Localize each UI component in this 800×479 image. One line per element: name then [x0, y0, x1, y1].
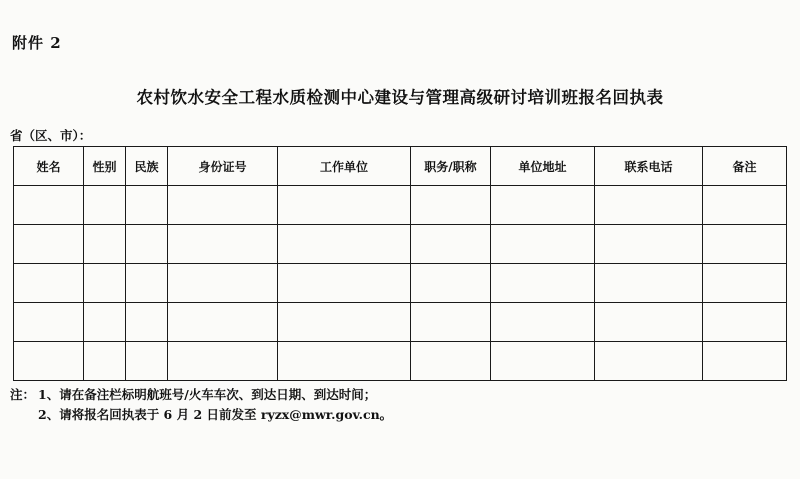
header-remarks: 备注	[703, 147, 787, 186]
table-cell[interactable]	[84, 264, 126, 303]
table-row	[14, 225, 787, 264]
note-item-1	[10, 385, 392, 405]
table-cell[interactable]	[595, 225, 703, 264]
table-cell[interactable]	[14, 186, 84, 225]
header-unit-address: 单位地址	[491, 147, 595, 186]
table-cell[interactable]	[278, 303, 411, 342]
table-cell[interactable]	[411, 303, 491, 342]
table-cell[interactable]	[168, 225, 278, 264]
table-cell[interactable]	[491, 264, 595, 303]
registration-table	[13, 146, 787, 381]
header-id-number: 身份证号	[168, 147, 278, 186]
table-row	[14, 264, 787, 303]
province-label: 省（区、市）：	[10, 128, 92, 143]
table-row	[14, 186, 787, 225]
table-cell[interactable]	[168, 303, 278, 342]
header-ethnicity: 民族	[126, 147, 168, 186]
table-cell[interactable]	[703, 264, 787, 303]
table-cell[interactable]	[168, 342, 278, 381]
table-cell[interactable]	[278, 225, 411, 264]
table-cell[interactable]	[126, 264, 168, 303]
header-work-unit: 工作单位	[278, 147, 411, 186]
header-gender: 性别	[84, 147, 126, 186]
table-cell[interactable]	[278, 342, 411, 381]
table-cell[interactable]	[703, 342, 787, 381]
table-cell[interactable]	[411, 225, 491, 264]
notes-section	[10, 385, 392, 425]
table-cell[interactable]	[126, 225, 168, 264]
table-cell[interactable]	[126, 303, 168, 342]
table-cell[interactable]	[278, 264, 411, 303]
note-text-2: 2、请将报名回执表于 6 月 2 日前发至 ryzx@mwr.gov.cn。	[38, 407, 393, 422]
header-name: 姓名	[14, 147, 84, 186]
table-cell[interactable]	[491, 225, 595, 264]
table-row	[14, 342, 787, 381]
table-cell[interactable]	[126, 342, 168, 381]
table-cell[interactable]	[168, 186, 278, 225]
table-cell[interactable]	[411, 186, 491, 225]
table-cell[interactable]	[595, 342, 703, 381]
note-item-2	[10, 405, 392, 425]
table-row	[14, 303, 787, 342]
table-cell[interactable]	[168, 264, 278, 303]
table-cell[interactable]	[491, 342, 595, 381]
header-phone: 联系电话	[595, 147, 703, 186]
attachment-label: 附件 2	[12, 34, 62, 52]
table-cell[interactable]	[14, 303, 84, 342]
table-cell[interactable]	[703, 186, 787, 225]
table-cell[interactable]	[595, 186, 703, 225]
table-cell[interactable]	[14, 264, 84, 303]
table-cell[interactable]	[491, 186, 595, 225]
table-cell[interactable]	[14, 225, 84, 264]
table-cell[interactable]	[491, 303, 595, 342]
table-cell[interactable]	[411, 342, 491, 381]
notes-prefix: 注：	[10, 387, 36, 402]
table-cell[interactable]	[14, 342, 84, 381]
table-header-row	[14, 147, 787, 186]
table-cell[interactable]	[126, 186, 168, 225]
note-text-1: 1、请在备注栏标明航班号/火车车次、到达日期、到达时间；	[38, 387, 377, 402]
table-cell[interactable]	[703, 303, 787, 342]
table-body	[14, 186, 787, 381]
table-cell[interactable]	[84, 303, 126, 342]
table-cell[interactable]	[84, 225, 126, 264]
table-cell[interactable]	[411, 264, 491, 303]
table-cell[interactable]	[703, 225, 787, 264]
header-position-title: 职务/职称	[411, 147, 491, 186]
table-cell[interactable]	[595, 303, 703, 342]
table-cell[interactable]	[278, 186, 411, 225]
table-cell[interactable]	[84, 186, 126, 225]
table-cell[interactable]	[84, 342, 126, 381]
form-title: 农村饮水安全工程水质检测中心建设与管理高级研讨培训班报名回执表	[136, 88, 664, 107]
table-cell[interactable]	[595, 264, 703, 303]
